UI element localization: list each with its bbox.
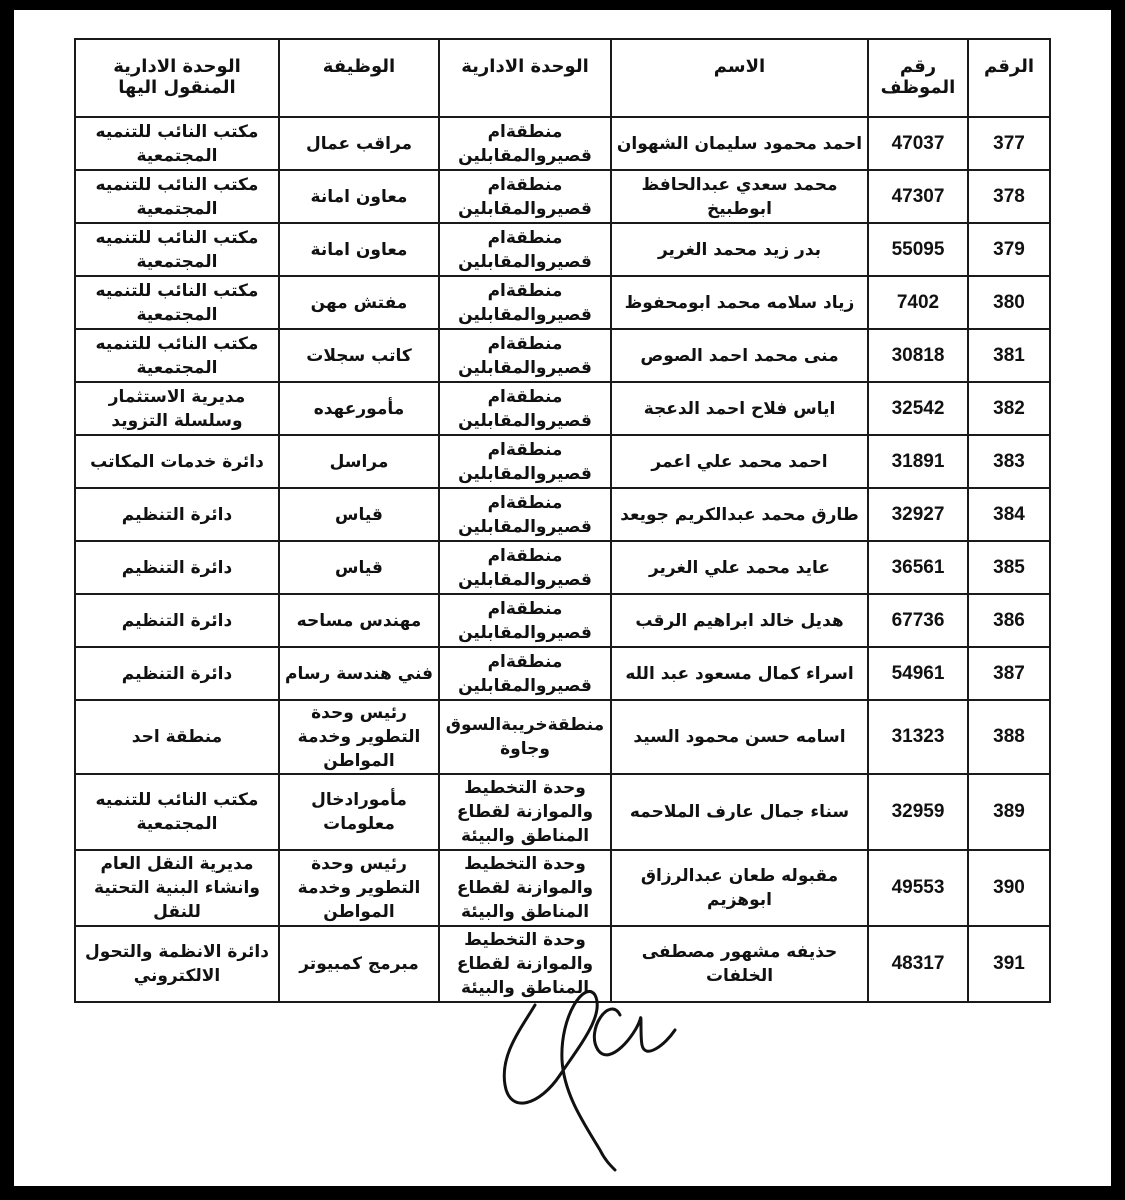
cell-employee-number: 47307 [868, 170, 968, 223]
cell-index: 387 [968, 647, 1050, 700]
cell-employee-number: 36561 [868, 541, 968, 594]
table-row [75, 170, 1050, 223]
cell-index: 377 [968, 117, 1050, 170]
page-border-left [0, 0, 14, 1200]
cell-employee-number: 47037 [868, 117, 968, 170]
cell-index: 379 [968, 223, 1050, 276]
cell-index: 385 [968, 541, 1050, 594]
cell-job: رئيس وحدة التطوير وخدمة المواطن [279, 700, 439, 774]
cell-name: منى محمد احمد الصوص [611, 329, 868, 382]
cell-admin-unit: منطقةام قصيروالمقابلين [439, 117, 611, 170]
cell-index: 384 [968, 488, 1050, 541]
table-row [75, 541, 1050, 594]
table-header-row [75, 39, 1050, 117]
cell-employee-number: 67736 [868, 594, 968, 647]
cell-transfer-unit: مكتب النائب للتنميه المجتمعية [75, 276, 279, 329]
cell-admin-unit: منطقةام قصيروالمقابلين [439, 382, 611, 435]
cell-job: مأمورادخال معلومات [279, 774, 439, 850]
cell-admin-unit: منطقةخريبةالسوق وجاوة [439, 700, 611, 774]
cell-name: اسامه حسن محمود السيد [611, 700, 868, 774]
cell-transfer-unit: مكتب النائب للتنميه المجتمعية [75, 329, 279, 382]
cell-employee-number: 31323 [868, 700, 968, 774]
cell-job: مراقب عمال [279, 117, 439, 170]
cell-transfer-unit: منطقة احد [75, 700, 279, 774]
cell-admin-unit: منطقةام قصيروالمقابلين [439, 329, 611, 382]
cell-admin-unit: منطقةام قصيروالمقابلين [439, 541, 611, 594]
cell-transfer-unit: مديرية الاستثمار وسلسلة التزويد [75, 382, 279, 435]
cell-job: مفتش مهن [279, 276, 439, 329]
cell-transfer-unit: مكتب النائب للتنميه المجتمعية [75, 117, 279, 170]
cell-admin-unit: وحدة التخطيط والموازنة لقطاع المناطق والبيئة [439, 774, 611, 850]
table-row [75, 329, 1050, 382]
cell-admin-unit: منطقةام قصيروالمقابلين [439, 435, 611, 488]
cell-transfer-unit: دائرة الانظمة والتحول الالكتروني [75, 926, 279, 1002]
employee-transfer-table [74, 38, 1051, 1003]
cell-name: طارق محمد عبدالكريم جويعد [611, 488, 868, 541]
cell-job: رئيس وحدة التطوير وخدمة المواطن [279, 850, 439, 926]
cell-name: محمد سعدي عبدالحافظ ابوطبيخ [611, 170, 868, 223]
cell-admin-unit: منطقةام قصيروالمقابلين [439, 647, 611, 700]
cell-transfer-unit: دائرة خدمات المكاتب [75, 435, 279, 488]
table-row [75, 276, 1050, 329]
cell-transfer-unit: مديرية النقل العام وانشاء البنية التحتية للنقل [75, 850, 279, 926]
cell-name: اسراء كمال مسعود عبد الله [611, 647, 868, 700]
cell-admin-unit: منطقةام قصيروالمقابلين [439, 594, 611, 647]
cell-job: معاون امانة [279, 170, 439, 223]
table-row [75, 488, 1050, 541]
cell-employee-number: 30818 [868, 329, 968, 382]
cell-index: 380 [968, 276, 1050, 329]
cell-name: عايد محمد علي الغرير [611, 541, 868, 594]
cell-job: كاتب سجلات [279, 329, 439, 382]
table-row [75, 647, 1050, 700]
page-border-right [1111, 0, 1125, 1200]
cell-admin-unit: منطقةام قصيروالمقابلين [439, 170, 611, 223]
cell-index: 388 [968, 700, 1050, 774]
cell-index: 378 [968, 170, 1050, 223]
cell-transfer-unit: مكتب النائب للتنميه المجتمعية [75, 223, 279, 276]
table-row [75, 223, 1050, 276]
cell-index: 381 [968, 329, 1050, 382]
cell-admin-unit: منطقةام قصيروالمقابلين [439, 223, 611, 276]
cell-transfer-unit: دائرة التنظيم [75, 647, 279, 700]
page-border-bottom [0, 1186, 1125, 1200]
cell-job: قياس [279, 488, 439, 541]
cell-index: 382 [968, 382, 1050, 435]
cell-name: هديل خالد ابراهيم الرقب [611, 594, 868, 647]
cell-name: اياس فلاح احمد الدعجة [611, 382, 868, 435]
cell-name: حذيفه مشهور مصطفى الخلفات [611, 926, 868, 1002]
cell-employee-number: 54961 [868, 647, 968, 700]
table-row [75, 700, 1050, 774]
cell-index: 390 [968, 850, 1050, 926]
cell-transfer-unit: دائرة التنظيم [75, 541, 279, 594]
cell-job: فني هندسة رسام [279, 647, 439, 700]
table-row [75, 117, 1050, 170]
cell-employee-number: 7402 [868, 276, 968, 329]
cell-index: 383 [968, 435, 1050, 488]
cell-name: سناء جمال عارف الملاحمه [611, 774, 868, 850]
cell-job: مهندس مساحه [279, 594, 439, 647]
cell-name: زياد سلامه محمد ابومحفوظ [611, 276, 868, 329]
header-employee-number: رقم الموظف [868, 39, 968, 117]
table-row [75, 594, 1050, 647]
cell-name: احمد محمود سليمان الشهوان [611, 117, 868, 170]
cell-job: مبرمج كمبيوتر [279, 926, 439, 1002]
signature [490, 975, 690, 1175]
cell-transfer-unit: دائرة التنظيم [75, 488, 279, 541]
cell-index: 391 [968, 926, 1050, 1002]
header-name: الاسم [611, 39, 868, 117]
cell-job: قياس [279, 541, 439, 594]
cell-job: معاون امانة [279, 223, 439, 276]
cell-employee-number: 48317 [868, 926, 968, 1002]
cell-admin-unit: وحدة التخطيط والموازنة لقطاع المناطق والبيئة [439, 926, 611, 1002]
header-admin-unit: الوحدة الادارية [439, 39, 611, 117]
cell-index: 386 [968, 594, 1050, 647]
cell-employee-number: 32542 [868, 382, 968, 435]
header-job: الوظيفة [279, 39, 439, 117]
header-index: الرقم [968, 39, 1050, 117]
header-transfer-unit: الوحدة الادارية المنقول اليها [75, 39, 279, 117]
table-row [75, 774, 1050, 850]
page-border-top [0, 0, 1125, 10]
cell-transfer-unit: مكتب النائب للتنميه المجتمعية [75, 170, 279, 223]
cell-admin-unit: وحدة التخطيط والموازنة لقطاع المناطق والبيئة [439, 850, 611, 926]
cell-job: مأمورعهده [279, 382, 439, 435]
cell-job: مراسل [279, 435, 439, 488]
cell-name: مقبوله طعان عبدالرزاق ابوهزيم [611, 850, 868, 926]
cell-employee-number: 55095 [868, 223, 968, 276]
cell-employee-number: 31891 [868, 435, 968, 488]
table-row [75, 435, 1050, 488]
cell-employee-number: 32959 [868, 774, 968, 850]
cell-name: بدر زيد محمد الغرير [611, 223, 868, 276]
table-row [75, 382, 1050, 435]
cell-employee-number: 49553 [868, 850, 968, 926]
table-row [75, 850, 1050, 926]
cell-transfer-unit: مكتب النائب للتنميه المجتمعية [75, 774, 279, 850]
cell-admin-unit: منطقةام قصيروالمقابلين [439, 488, 611, 541]
cell-name: احمد محمد علي اعمر [611, 435, 868, 488]
cell-transfer-unit: دائرة التنظيم [75, 594, 279, 647]
cell-index: 389 [968, 774, 1050, 850]
cell-employee-number: 32927 [868, 488, 968, 541]
cell-admin-unit: منطقةام قصيروالمقابلين [439, 276, 611, 329]
